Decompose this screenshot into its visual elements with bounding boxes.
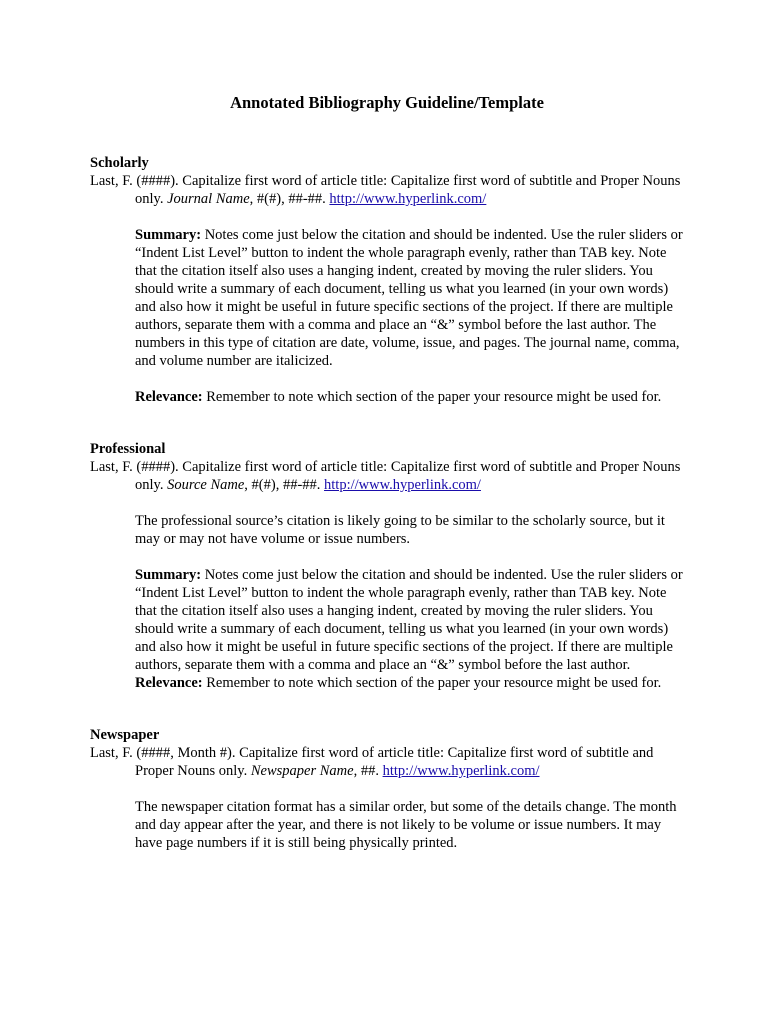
citation-text: Last, F. (####). Capitalize first word of article title: Capitalize first word of subtitle and Proper Nouns only. — [90, 459, 681, 493]
section-heading: Scholarly — [90, 155, 149, 171]
summary-text: Notes come just below the citation and should be indented. Use the ruler sliders or “Indent List Level” button to indent the whole paragraph evenly, rather than TAB key. Note that the citation itself also uses a hanging indent, created by moving the ruler sliders. You should write a summary of each document, telling us what you learned (in your own words) and also how it might be useful in future specific sections of the project. If there are multiple authors, separate them with a comma and place an “&” symbol before the last author. The numbers in this type of citation are date, volume, issue, and pages. The journal name, comma, and volume number are italicized. — [135, 227, 683, 369]
hyperlink[interactable]: http://www.hyperlink.com/ — [324, 477, 481, 493]
section-professional — [90, 440, 684, 692]
relevance-label: Relevance: — [135, 675, 203, 691]
summary-text: Notes come just below the citation and should be indented. Use the ruler sliders or “Indent List Level” button to indent the whole paragraph evenly, rather than TAB key. Note that the citation itself also uses a hanging indent, created by moving the ruler sliders. You should write a summary of each document, telling us what you learned (in your own words) and also how it might be useful in future specific sections of the project. If there are multiple authors, separate them with a comma and place an “&” symbol before the last author. — [135, 567, 683, 673]
citation-numbers: , ##. — [353, 763, 383, 779]
summary-label: Summary: — [135, 567, 202, 583]
relevance-text: Remember to note which section of the paper your resource might be used for. — [202, 675, 662, 691]
citation — [90, 458, 684, 494]
summary-paragraph — [90, 226, 684, 370]
section-heading: Newspaper — [90, 727, 160, 743]
relevance-text: Remember to note which section of the paper your resource might be used for. — [202, 389, 662, 405]
summary-paragraph — [90, 566, 684, 674]
newspaper-name: Newspaper Name — [250, 763, 354, 779]
relevance-paragraph — [90, 388, 684, 406]
citation — [90, 172, 684, 208]
source-name: Source Name — [167, 477, 245, 493]
hyperlink[interactable]: http://www.hyperlink.com/ — [329, 191, 487, 207]
note-paragraph: The professional source’s citation is likely going to be similar to the scholarly source, but it may or may not have volume or issue numbers. — [135, 513, 665, 547]
citation-text: Last, F. (####). Capitalize first word of article title: Capitalize first word of subtitle and Proper Nouns only. — [90, 173, 681, 207]
document-title: Annotated Bibliography Guideline/Template — [230, 93, 544, 112]
journal-name: Journal Name — [167, 191, 250, 207]
section-newspaper — [90, 726, 684, 852]
citation — [90, 744, 684, 780]
hyperlink[interactable]: http://www.hyperlink.com/ — [382, 763, 540, 779]
section-scholarly — [90, 154, 684, 406]
citation-numbers: , #(#), ##-##. — [244, 477, 325, 493]
section-heading: Professional — [90, 441, 166, 457]
summary-label: Summary: — [135, 227, 202, 243]
citation-numbers: , #(#), ##-##. — [249, 191, 330, 207]
relevance-paragraph — [90, 674, 684, 692]
citation-text: Last, F. (####, Month #). Capitalize first word of article title: Capitalize first word of subtitle and Proper Nouns only. — [90, 745, 654, 779]
relevance-label: Relevance: — [135, 389, 203, 405]
note-paragraph: The newspaper citation format has a similar order, but some of the details change. The month and day appear after the year, and there is not likely to be volume or issue numbers. It may have page numbers if it is still being physically printed. — [135, 799, 677, 851]
